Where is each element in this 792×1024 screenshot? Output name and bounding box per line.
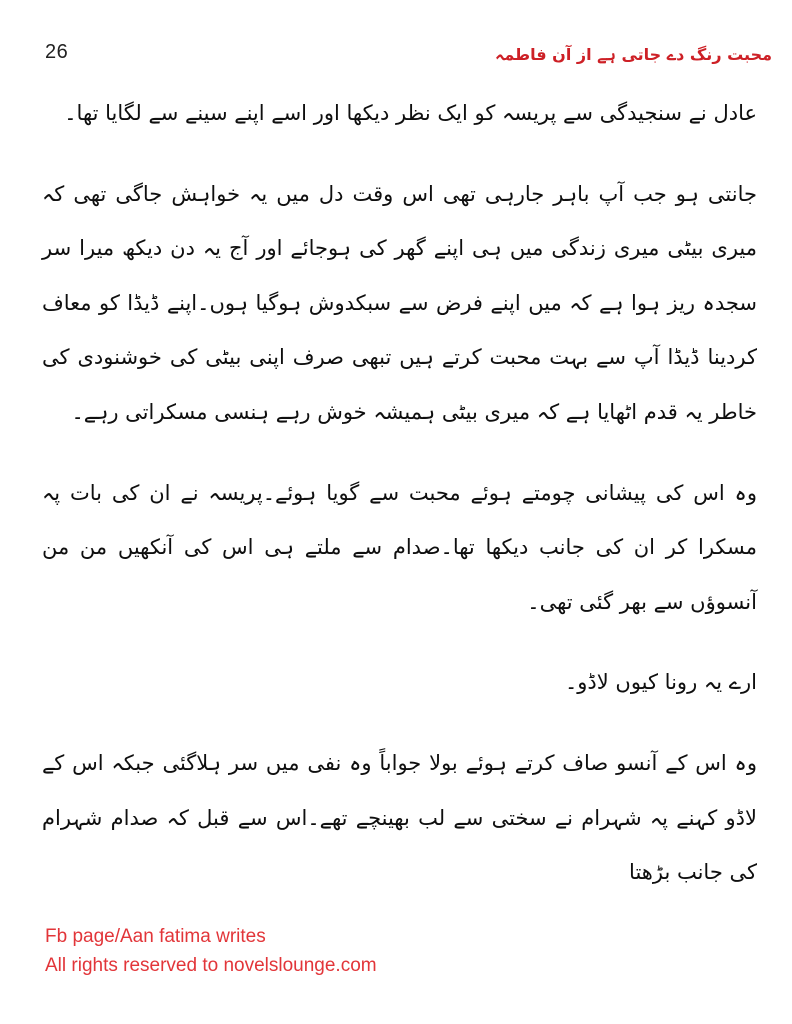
book-title-header: محبت رنگ دے جاتی ہے از آن فاطمہ <box>494 45 772 64</box>
story-paragraph: وہ اس کی پیشانی چومتے ہوئے محبت سے گویا ہوئے۔پریسہ نے ان کی بات پہ مسکرا کر ان کی جانب دیکھا تھا۔صدام سے ملتے ہی اس کی آنکھیں من من آنسوؤں سے بھر گئی تھی۔ <box>42 480 757 614</box>
story-paragraph: عادل نے سنجیدگی سے پریسہ کو ایک نظر دیکھا اور اسے اپنے سینے سے لگایا تھا۔ <box>64 101 757 125</box>
copyright-footer <box>45 922 377 981</box>
page-number: 26 <box>45 41 69 63</box>
story-paragraph: وہ اس کے آنسو صاف کرتے ہوئے بولا جواباً وہ نفی میں سر ہلاگئی جبکہ اس کے لاڈو کہنے پہ شہرام نے سختی سے لب بھینچے تھے۔اس سے قبل کہ صدام شہرام کی جانب بڑھتا <box>42 750 757 885</box>
fb-page-credit: Fb page/Aan fatima writes <box>45 926 266 947</box>
story-paragraph: ارے یہ رونا کیوں لاڈو۔ <box>564 670 757 695</box>
story-paragraph: جانتی ہو جب آپ باہر جارہی تھی اس وقت دل میں یہ خواہش جاگی تھی کہ میری بیٹی میری زندگی میں ہی اپنے گھر کی ہوجائے اور آج یہ دن دیکھ میرا سر سجدہ ریز ہوا ہے کہ میں اپنے فرض سے سبکدوش ہوگیا ہوں۔اپنے ڈیڈا کو معاف کردینا ڈیڈا آپ سے بہت محبت کرتے ہیں تبھی صرف اپنی بیٹی کی خوشنودی کی خاطر یہ قدم اٹھایا ہے کہ میری بیٹی ہمیشہ خوش رہے ہنسی مسکراتی رہے۔ <box>42 181 757 424</box>
page-header-row <box>0 42 792 68</box>
rights-reserved-note: All rights reserved to novelslounge.com <box>45 955 377 977</box>
story-text-block <box>42 86 757 926</box>
